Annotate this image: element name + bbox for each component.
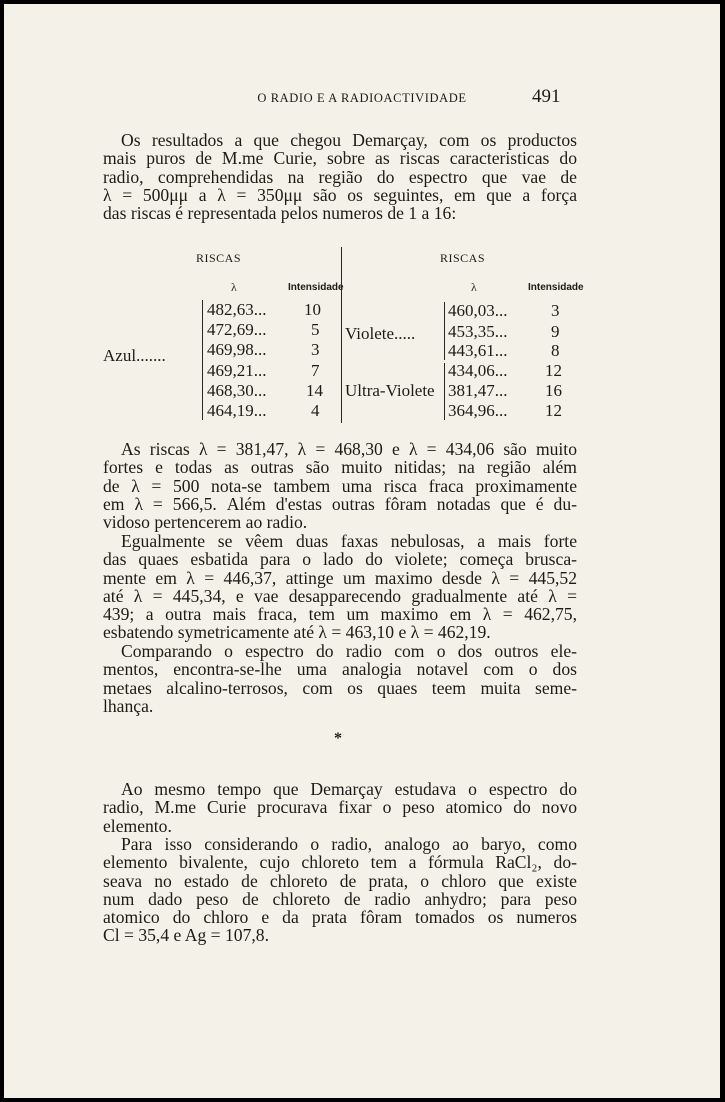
text-line: radio, M.me Curie procurava fixar o peso atomico do novo	[103, 797, 577, 818]
text-line: Para isso considerando o radio, analogo ao baryo, como	[121, 834, 577, 854]
text-line: Os resultados a que chegou Demarçay, com os productos	[121, 130, 577, 150]
left-lambda: 469,98...	[207, 340, 267, 359]
text-line: radio, comprehendidas na região do espectro que vae de	[103, 166, 577, 187]
text-line: λ = 500μμ a λ = 350μμ são os seguintes, em que a força	[103, 184, 577, 205]
right-intensity: 8	[551, 341, 560, 360]
right-intensity: 12	[545, 401, 562, 420]
group-label-ultra-violete: Ultra-Violete	[345, 381, 435, 400]
right-lambda: 460,03...	[448, 301, 508, 320]
text-line: atomico do chloro e da prata fôram tomados os numeros	[103, 907, 577, 928]
text-line: As riscas λ = 381,47, λ = 468,30 e λ = 434,06 são muito	[121, 439, 577, 459]
left-intensity: 10	[304, 300, 321, 319]
left-lambda: 472,69...	[207, 320, 267, 339]
text-line: fortes e todas as outras são muito nitidas; na região além	[103, 457, 577, 478]
text-line: mente em λ = 446,37, attinge um maximo desde λ = 445,52	[103, 567, 577, 588]
right-intensity: 9	[551, 322, 560, 341]
text-line: até λ = 445,34, e vae desapparecendo gradualmente até λ =	[103, 585, 577, 606]
page-number: 491	[532, 86, 561, 107]
text-line: Ao mesmo tempo que Demarçay estudava o espectro do	[121, 779, 577, 799]
text-line: mentos, encontra-se-lhe uma analogia notavel com o dos	[103, 659, 577, 680]
paragraph-intro	[103, 131, 577, 222]
right-intensity: 16	[545, 381, 562, 400]
brace-azul	[202, 300, 203, 420]
left-col-intensity: Intensidade	[288, 282, 344, 293]
paragraph-strong-lines	[103, 440, 577, 531]
table-divider	[341, 247, 342, 423]
left-intensity: 14	[306, 381, 323, 400]
left-lambda: 464,19...	[207, 401, 267, 420]
left-col-lambda: λ	[231, 280, 238, 294]
right-heading: RISCAS	[440, 251, 486, 265]
left-intensity: 4	[311, 401, 320, 420]
text-line: das quaes esbatida para o lado do violete; começa brusca-	[103, 549, 577, 570]
right-lambda: 434,06...	[448, 361, 508, 380]
left-intensity: 5	[311, 320, 320, 339]
text-line: elemento.	[103, 815, 172, 836]
text-line: esbatendo symetricamente até λ = 463,10 e λ = 462,19.	[103, 622, 491, 643]
text-line: Cl = 35,4 e Ag = 107,8.	[103, 925, 269, 946]
left-lambda: 468,30...	[207, 381, 267, 400]
text-line: das riscas é representada pelos numeros de 1 a 16:	[103, 203, 457, 224]
text-line: mais puros de M.me Curie, sobre as riscas caracteristicas do	[103, 148, 577, 169]
text-line: Comparando o espectro do radio com o dos outros ele-	[121, 641, 577, 661]
text-line: vidoso pertencerem ao radio.	[103, 512, 308, 533]
section-separator: *	[334, 730, 342, 747]
left-intensity: 3	[311, 340, 320, 359]
text-line: lhança.	[103, 695, 154, 716]
right-lambda: 364,96...	[448, 401, 508, 420]
group-label-violete: Violete.....	[345, 324, 416, 343]
right-col-lambda: λ	[471, 280, 478, 294]
right-intensity: 3	[551, 301, 560, 320]
left-lambda: 469,21...	[207, 361, 267, 380]
left-intensity: 7	[311, 361, 320, 380]
paragraph-method	[103, 835, 577, 945]
brace-ultra-violete	[444, 363, 445, 420]
brace-violete	[444, 302, 445, 360]
paragraph-comparison	[103, 642, 577, 715]
right-lambda: 381,47...	[448, 381, 508, 400]
text-line: Egualmente se vêem duas faxas nebulosas, a mais forte	[121, 531, 577, 551]
text-line: num dado peso de chloreto de radio anhydro; para peso	[103, 888, 577, 909]
running-header: O RADIO E A RADIOACTIVIDADE	[257, 91, 467, 105]
left-lambda: 482,63...	[207, 300, 267, 319]
text-line: elemento bivalente, cujo chloreto tem a fórmula RaCl₂, do-	[103, 852, 577, 873]
text-line: seava no estado de chloreto de prata, o chloro que existe	[103, 870, 577, 891]
right-intensity: 12	[545, 361, 562, 380]
left-heading: RISCAS	[196, 251, 242, 265]
group-label-azul: Azul.......	[103, 346, 166, 365]
paragraph-nebulous-bands	[103, 532, 577, 642]
text-line: de λ = 500 nota-se tambem uma risca fraca proximamente	[103, 475, 577, 496]
paragraph-atomic-weight	[103, 780, 577, 835]
text-line: 439; a outra mais fraca, tem um maximo em λ = 462,75,	[103, 604, 577, 625]
right-col-intensity: Intensidade	[528, 282, 584, 293]
right-lambda: 453,35...	[448, 322, 508, 341]
book-page	[4, 4, 720, 1098]
text-line: metaes alcalino-terrosos, com os quaes teem muita seme-	[103, 677, 577, 698]
right-lambda: 443,61...	[448, 341, 508, 360]
text-line: em λ = 566,5. Além d'estas outras fôram notadas que é du-	[103, 493, 577, 514]
